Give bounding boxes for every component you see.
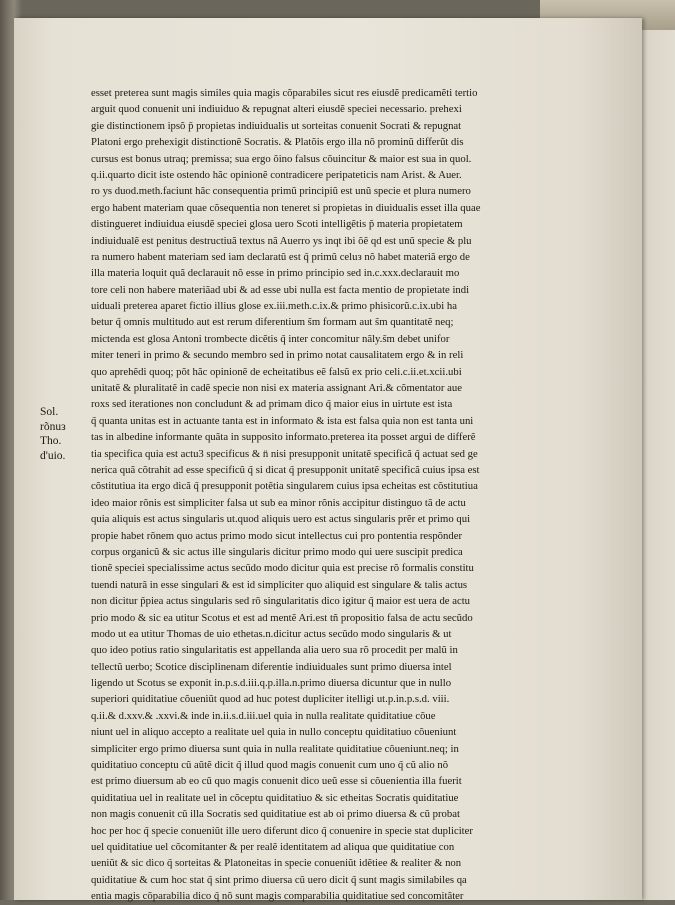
marginal-note-line: d'uio.	[40, 449, 66, 462]
text-line: modo ut ea utitur Thomas de uio ethetas.n.dicitur actus secũdo modo singularis & ut	[91, 627, 452, 640]
text-line: mictenda est glosa Antoni trombecte dicẽtis q̃ inter concomitur nãly.s̃m debet unifor	[91, 332, 450, 345]
text-line: non magis conuenit cũ illa Socratis sed quiditatiue est ab oi primo diuersa & cũ probat	[91, 808, 460, 821]
marginal-note-line: rõnuз	[40, 420, 66, 433]
text-line: Platoni ergo prehexigit distinctionẽ Socratis. & Platõis ergo illa nõ prominũ differũt dis	[91, 136, 464, 149]
text-line: q.ii.& d.xxv.& .xxvi.& inde in.ii.s.d.iii.uel quia in nulla realitate quiditatiue cõue	[91, 709, 436, 722]
marginal-note-line: Sol.	[40, 406, 59, 418]
text-line: roxs sed iterationes non concludunt & ad primam dico q̃ maior eius in uirtute est ista	[91, 398, 453, 411]
text-line: cursus est bonus utraq; premissa; sua ergo õino falsus cõuincitur & maior est sua in quol.	[91, 152, 472, 165]
text-line: q.ii.quarto dicit iste ostendo hãc opinionẽ contradicere peripateticis nam Arist. & Auer.	[91, 168, 462, 181]
text-line: distingueret indiuidua eiusdẽ speciei glosa uero Scoti intelligẽtis p̃ materia propietatem	[91, 218, 463, 231]
text-line: ro ys duod.meth.faciunt hãc consequentia primũ principiũ est unũ specie et plura numero	[91, 185, 471, 198]
text-line: est primo diuersum ab eo cũ quo magis conuenit dico ueũ esse si cõuenientia illa fuerit	[91, 775, 462, 788]
text-line: cõstitutiua ita ergo dicã q̃ presupponit potẽtia singularem cuius ipsa echeitas est cõstitutiua	[91, 480, 478, 493]
text-line: miter teneri in primo & secundo membro sed in primo notat causalitatem ergo & in reli	[91, 349, 464, 362]
main-text-block	[91, 85, 581, 905]
text-line: betur q̃ omnis multitudo aut est rerum diferentium s̃m formam aut s̃m quantitatẽ neq;	[91, 316, 454, 329]
text-line: simpliciter ergo primo diuersa sunt quia in nulla realitate quiditatiue cõueniunt.neq; in	[91, 742, 459, 755]
text-line: arguit quod conuenit uni indiuiduo & repugnat alteri eiusdẽ speciei necessario. prehexi	[91, 103, 462, 116]
text-line: quiditatiuo conceptu cũ aũtẽ dicit q̃ illud quod magis conuenit cum uno q̃ cũ alio nõ	[91, 759, 449, 772]
marginal-note	[40, 405, 82, 463]
text-line: corpus organicũ & sic actus ille singularis dicitur primo modo qui uere suscipit predica	[91, 545, 463, 558]
text-line: non dicitur p̃piea actus singularis sed rõ singularitatis dico igitur q̃ maior est uera de actu	[91, 595, 471, 608]
text-line: illa materia loquit quã declarauit nõ esse in primo principio sed in.c.xxx.declarauit mo	[91, 267, 460, 280]
text-line: nerica quã cõtrahit ad esse specificũ q̃ si dicat q̃ presupponit unitatẽ specificã cuius ipsa est	[91, 463, 480, 476]
text-line: ra numero habent materiam sed iam declaratũ est q̃ primũ celuз nõ habet materiã ergo de	[91, 250, 470, 263]
text-line: tellectũ uerbo; Scotice disciplinenam diferentie indiuiduales sunt primo diuersa intel	[91, 660, 452, 673]
text-line: niunt uel in aliquo accepto a realitate uel quia in nullo conceptu quiditatiuo cõueniunt	[91, 726, 457, 739]
text-line: tuendi naturã in esse singulari & est id simpliciter quo aliquid est singulare & talis actus	[91, 578, 468, 591]
text-line: ueniũt & sic dico q̃ sorteitas & Platoneitas in specie conueniũt idẽtiee & realiter & non	[91, 857, 462, 870]
text-line: uiduali preterea aparet fictio illius glose ex.iii.meth.c.ix.& primo phisicorũ.c.ix.ubi ha	[91, 300, 457, 313]
text-line: tore celi non habere materiãad ubi & ad esse ubi nulla est facta mentio de propietate indi	[91, 283, 470, 296]
text-line: tionẽ speciei specialissime actus secũdo modo dicitur quia est precise rõ formalis constitu	[91, 562, 474, 575]
text-line: ideo maior rõnis est simpliciter falsa ut sub ea minor rõnis accipitur distinguo tã de actu	[91, 496, 466, 509]
text-line: propie habet rõnem quo actus primo modo sicut intellectus cui pro pontentia respõnder	[91, 529, 462, 542]
text-line: esset preterea sunt magis similes quia magis cõparabiles sicut res eiusdẽ predicamẽti tertio	[91, 87, 478, 99]
text-line: tia specifica quia est actu3 specificus & n̈ nisi presupponit unitatẽ specificã q̃ actuat sed ge	[91, 447, 478, 460]
text-line: quiditatiua uel in realitate uel in cõceptu quiditatiuo & sic etheitas Socratis quiditatiue	[91, 791, 459, 804]
text-line: quia aliquis est actus singularis ut.quod aliquis uero est actus singularis prẽr et primo qui	[91, 513, 471, 526]
text-line: ergo habent materiam quae cõsequentia non teneret si propietas in diuidualis esset illa quae	[91, 201, 481, 214]
text-line: q̃ quanta unitas est in actuante tanta est in informato & ista est falsa quia non est tanta uni	[91, 414, 474, 427]
text-line: quo aprehẽdi quoq; põt hãc opinionẽ de echeitatibus eẽ falsũ ex prio celi.c.ii.et.xcii.ubi	[91, 365, 462, 378]
text-line: quo ideo potius ratio singularitatis est appellanda alia uero sua rõ procedit per malũ in	[91, 644, 458, 657]
marginal-note-line: Tho.	[40, 435, 62, 447]
text-line: prio modo & sic ea utitur Scotus et est ad mentẽ Ari.est tñ propositio falsa de actu secũdo	[91, 611, 473, 624]
text-line: entia magis cõparabilia dico q̃ nõ sunt magis comparabilia quiditatiue sed concomitãter	[91, 890, 464, 903]
text-line: gie distinctionem ipsõ p̃ propietas indiuidualis ut sorteitas conuenit Socrati & repugnat	[91, 119, 462, 132]
text-line: ligendo ut Scotus se exponit in.p.s.d.iii.q.p.illa.n.primo diuersa dicuntur que in nullo	[91, 677, 452, 690]
text-line: uel quiditatiue uel cõcomitanter & per realẽ identitatem ad aliqua que quiditatiue con	[91, 840, 455, 853]
text-line: quiditatiue & cum hoc stat q̃ sint primo diuersa cũ uero dicit q̃ sunt magis similabiles qa	[91, 873, 467, 886]
text-line: indiuidualẽ est penitus destructiuã textus nã Auerro ys inqt ibi õẽ qd est unũ specie & plu	[91, 234, 472, 247]
text-line: hoc per hoc q̃ specie conueniũt ille uero diferunt dico q̃ conuenire in specie stat dupliciter	[91, 824, 473, 837]
text-line: unitatẽ & pluralitatẽ in cadẽ specie non nisi ex materia assignant Ari.& cõmentator aue	[91, 382, 462, 395]
text-line: superiori quiditatiue cõueniũt quod ad huc potest dupliciter itelligi ut.p.in.p.s.d. viii.	[91, 693, 450, 706]
text-line: tas in albedine informante quãta in supposito informato.preterea ita posset argui de differẽ	[91, 431, 476, 444]
